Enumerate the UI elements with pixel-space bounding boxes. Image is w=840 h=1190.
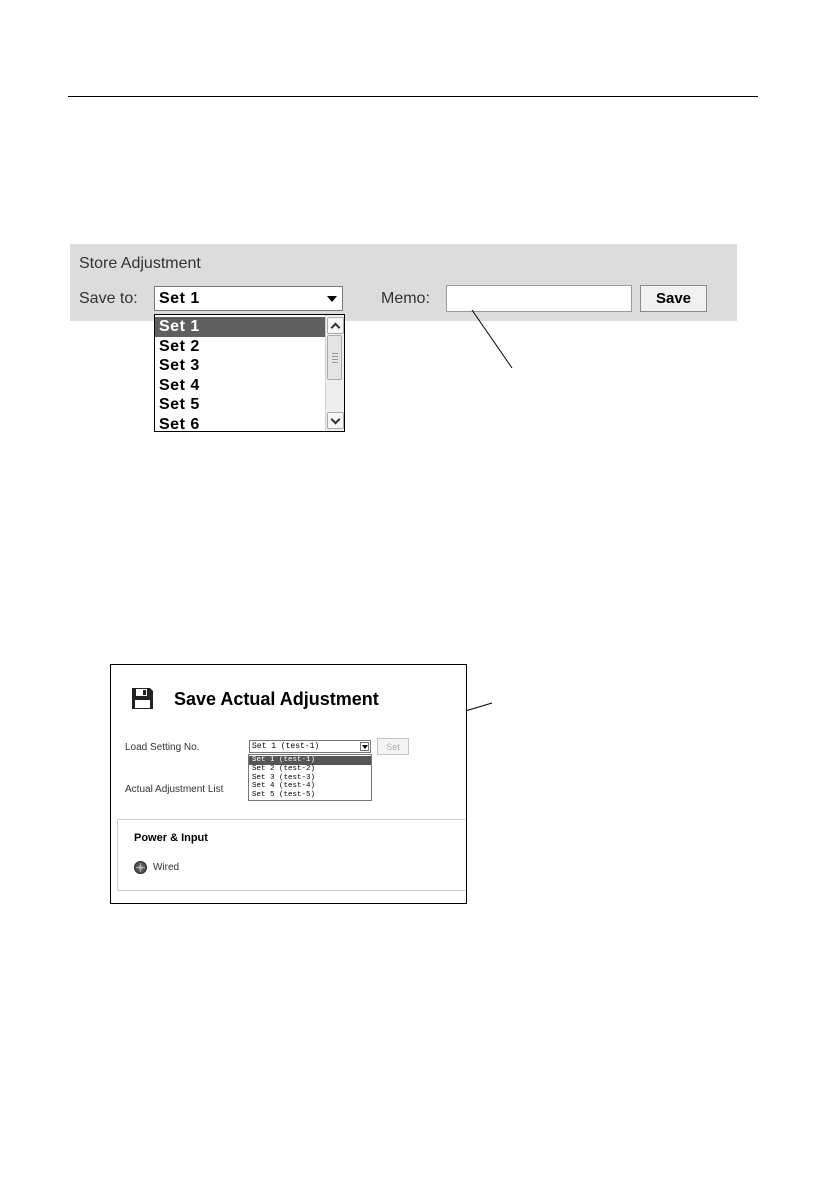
load-setting-option[interactable]: Set 4 (test-4) bbox=[252, 782, 316, 791]
load-setting-option[interactable]: Set 5 (test-5) bbox=[252, 791, 316, 800]
load-setting-option[interactable]: Set 2 (test-2) bbox=[252, 764, 316, 773]
load-setting-option[interactable]: Set 1 (test-1) bbox=[249, 756, 371, 765]
save-to-option[interactable]: Set 6 bbox=[159, 415, 200, 432]
save-to-option[interactable]: Set 3 bbox=[159, 357, 200, 374]
store-adjustment-title: Store Adjustment bbox=[79, 255, 201, 272]
load-setting-label: Load Setting No. bbox=[125, 742, 200, 753]
actual-adjustment-list-label: Actual Adjustment List bbox=[125, 784, 224, 795]
power-input-title: Power & Input bbox=[134, 832, 208, 844]
memo-callout-line bbox=[472, 310, 512, 368]
save-to-option[interactable]: Set 5 bbox=[159, 396, 200, 413]
save-actual-adjustment-window bbox=[110, 664, 467, 904]
save-button[interactable]: Save bbox=[640, 285, 707, 312]
set-button[interactable]: Set bbox=[377, 738, 409, 755]
load-setting-dropdown-list bbox=[248, 754, 372, 801]
floppy-disk-icon bbox=[131, 687, 154, 710]
window-title: Save Actual Adjustment bbox=[174, 689, 379, 709]
save-to-option[interactable]: Set 2 bbox=[159, 337, 200, 355]
save-to-selected-value: Set 1 bbox=[159, 290, 200, 307]
save-to-label: Save to: bbox=[79, 290, 138, 307]
load-setting-selected-value: Set 1 (test-1) bbox=[252, 742, 320, 751]
save-to-option[interactable]: Set 4 bbox=[159, 376, 200, 394]
wired-label: Wired bbox=[153, 862, 180, 873]
load-setting-option[interactable]: Set 3 (test-3) bbox=[252, 773, 316, 782]
memo-label: Memo: bbox=[381, 290, 430, 307]
dropdown-arrow-icon[interactable] bbox=[360, 742, 369, 751]
load-setting-select[interactable] bbox=[249, 740, 371, 753]
wired-network-icon bbox=[134, 861, 147, 874]
save-to-option[interactable]: Set 1 bbox=[155, 317, 325, 337]
power-input-section bbox=[117, 819, 467, 891]
